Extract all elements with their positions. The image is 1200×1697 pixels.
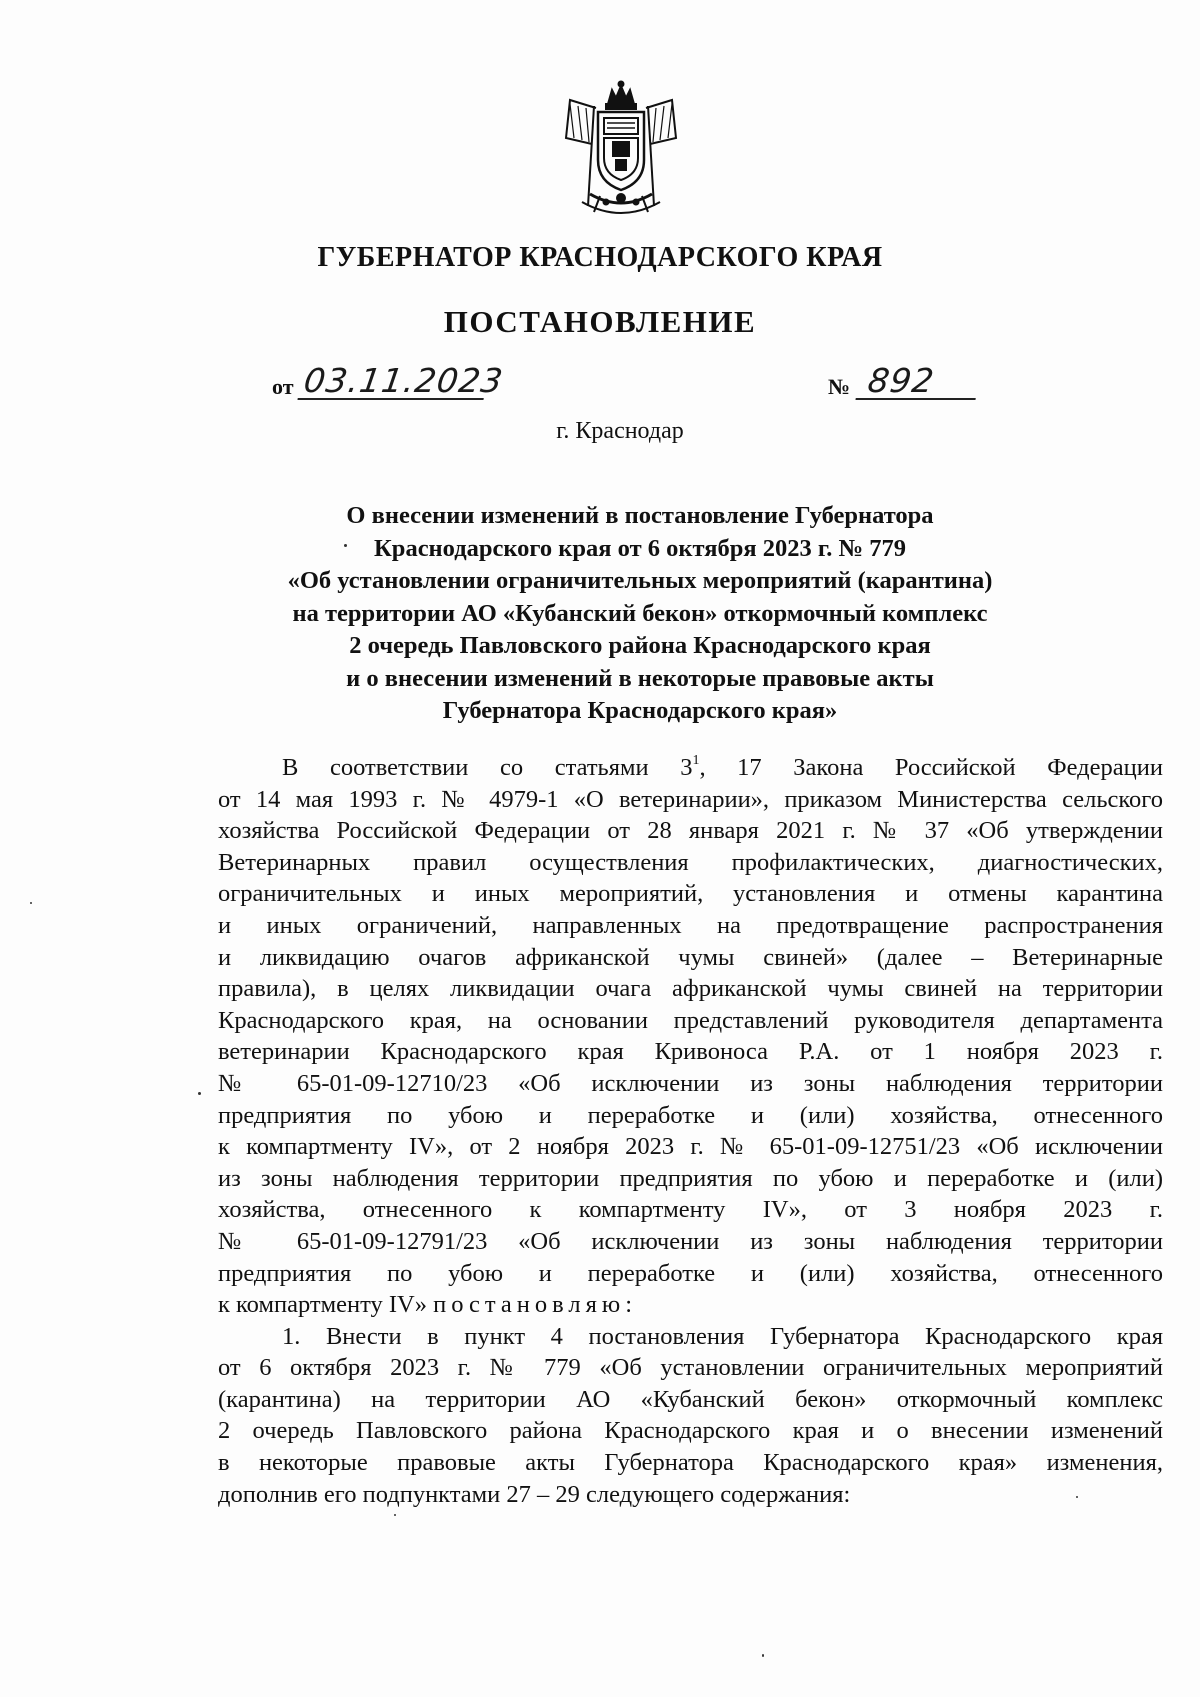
body-line: предприятия по убою и переработке и (или) хозяйства, отнесенного (218, 1101, 1163, 1129)
body-line: предприятия по убою и переработке и (или) хозяйства, отнесенного (218, 1259, 1163, 1287)
body-line (218, 1289, 1163, 1321)
document-title (200, 500, 1080, 728)
item-line: 1. Внести в пункт 4 постановления Губернатора Краснодарского края (282, 1322, 1163, 1350)
body-text: , 17 Закона Российской Федерации (699, 754, 1163, 781)
number-row (828, 361, 978, 400)
coat-of-arms-icon (560, 78, 682, 228)
date-prefix: от (272, 374, 294, 399)
body-line: от 14 мая 1993 г. № 4979-1 «О ветеринарии», приказом Министерства сельского (218, 785, 1163, 813)
body-line: Краснодарского края, на основании представлений руководителя департамента (218, 1006, 1163, 1034)
issuing-authority: ГУБЕРНАТОР КРАСНОДАРСКОГО КРАЯ (317, 242, 883, 273)
scan-speck (1076, 1496, 1078, 1498)
handwritten-date: 03.11.2023 (297, 364, 488, 400)
scan-speck (762, 1654, 764, 1657)
resolution-word: постановляю: (433, 1291, 638, 1319)
handwritten-number: 892 (856, 364, 981, 400)
body-line (218, 752, 1163, 784)
item-line: от 6 октября 2023 г. № 779 «Об установлении ограничительных мероприятий (218, 1354, 1163, 1382)
body-line: № 65-01-09-12710/23 «Об исключении из зоны наблюдения территории (218, 1069, 1163, 1097)
body-line: к компартменту IV», от 2 ноября 2023 г. № 65-01-09-12751/23 «Об исключении (218, 1133, 1163, 1161)
item-line: (карантина) на территории АО «Кубанский бекон» откормочный комплекс (218, 1385, 1163, 1413)
title-line: Губернатора Краснодарского края» (442, 697, 838, 724)
body-text: В соответствии со статьями 3 (282, 754, 693, 781)
body-line: из зоны наблюдения территории предприятия по убою и переработке и (или) (218, 1164, 1163, 1192)
document-type: ПОСТАНОВЛЕНИЕ (443, 304, 757, 339)
scan-speck (198, 1092, 201, 1095)
title-line: О внесении изменений в постановление Губернатора (346, 502, 934, 529)
title-line: Краснодарского края от 6 октября 2023 г. № 779 (374, 534, 906, 562)
body-line: и ликвидацию очагов африканской чумы свиней» (далее – Ветеринарные (218, 943, 1163, 971)
title-line: «Об установлении ограничительных мероприятий (карантина) (287, 567, 993, 594)
date-row (272, 361, 506, 400)
title-line: 2 очередь Павловского района Краснодарского края (349, 632, 931, 659)
body-line: Ветеринарных правил осуществления профилактических, диагностических, (218, 848, 1163, 876)
body-line: № 65-01-09-12791/23 «Об исключении из зоны наблюдения территории (218, 1227, 1163, 1255)
title-line: на территории АО «Кубанский бекон» откормочный комплекс (292, 599, 988, 627)
title-line: и о внесении изменений в некоторые правовые акты (346, 664, 934, 692)
item-line: 2 очередь Павловского района Краснодарского края и о внесении изменений (218, 1417, 1163, 1445)
body-line: ограничительных и иных мероприятий, установления и отмены карантина (218, 880, 1163, 908)
item-line: в некоторые правовые акты Губернатора Краснодарского края» изменения, (218, 1449, 1163, 1477)
document-body (218, 752, 1163, 1510)
body-line: правила), в целях ликвидации очага африканской чумы свиней на территории (218, 975, 1163, 1003)
body-line: и иных ограничений, направленных на предотвращение распространения (218, 911, 1163, 939)
scan-speck (394, 1514, 396, 1516)
superscript: 1 (692, 752, 700, 768)
item-line: дополнив его подпунктами 27 – 29 следующего содержания: (218, 1480, 851, 1508)
body-text: к компартменту IV» (218, 1291, 434, 1319)
body-line: хозяйства, отнесенного к компартменту IV», от 3 ноября 2023 г. (218, 1196, 1163, 1224)
scan-speck (344, 544, 347, 547)
scan-speck (30, 902, 32, 904)
city: г. Краснодар (556, 418, 684, 444)
number-prefix: № (828, 374, 851, 399)
body-line: хозяйства Российской Федерации от 28 января 2021 г. № 37 «Об утверждении (218, 817, 1163, 845)
body-line: ветеринарии Краснодарского края Кривоноса Р.А. от 1 ноября 2023 г. (218, 1038, 1163, 1066)
